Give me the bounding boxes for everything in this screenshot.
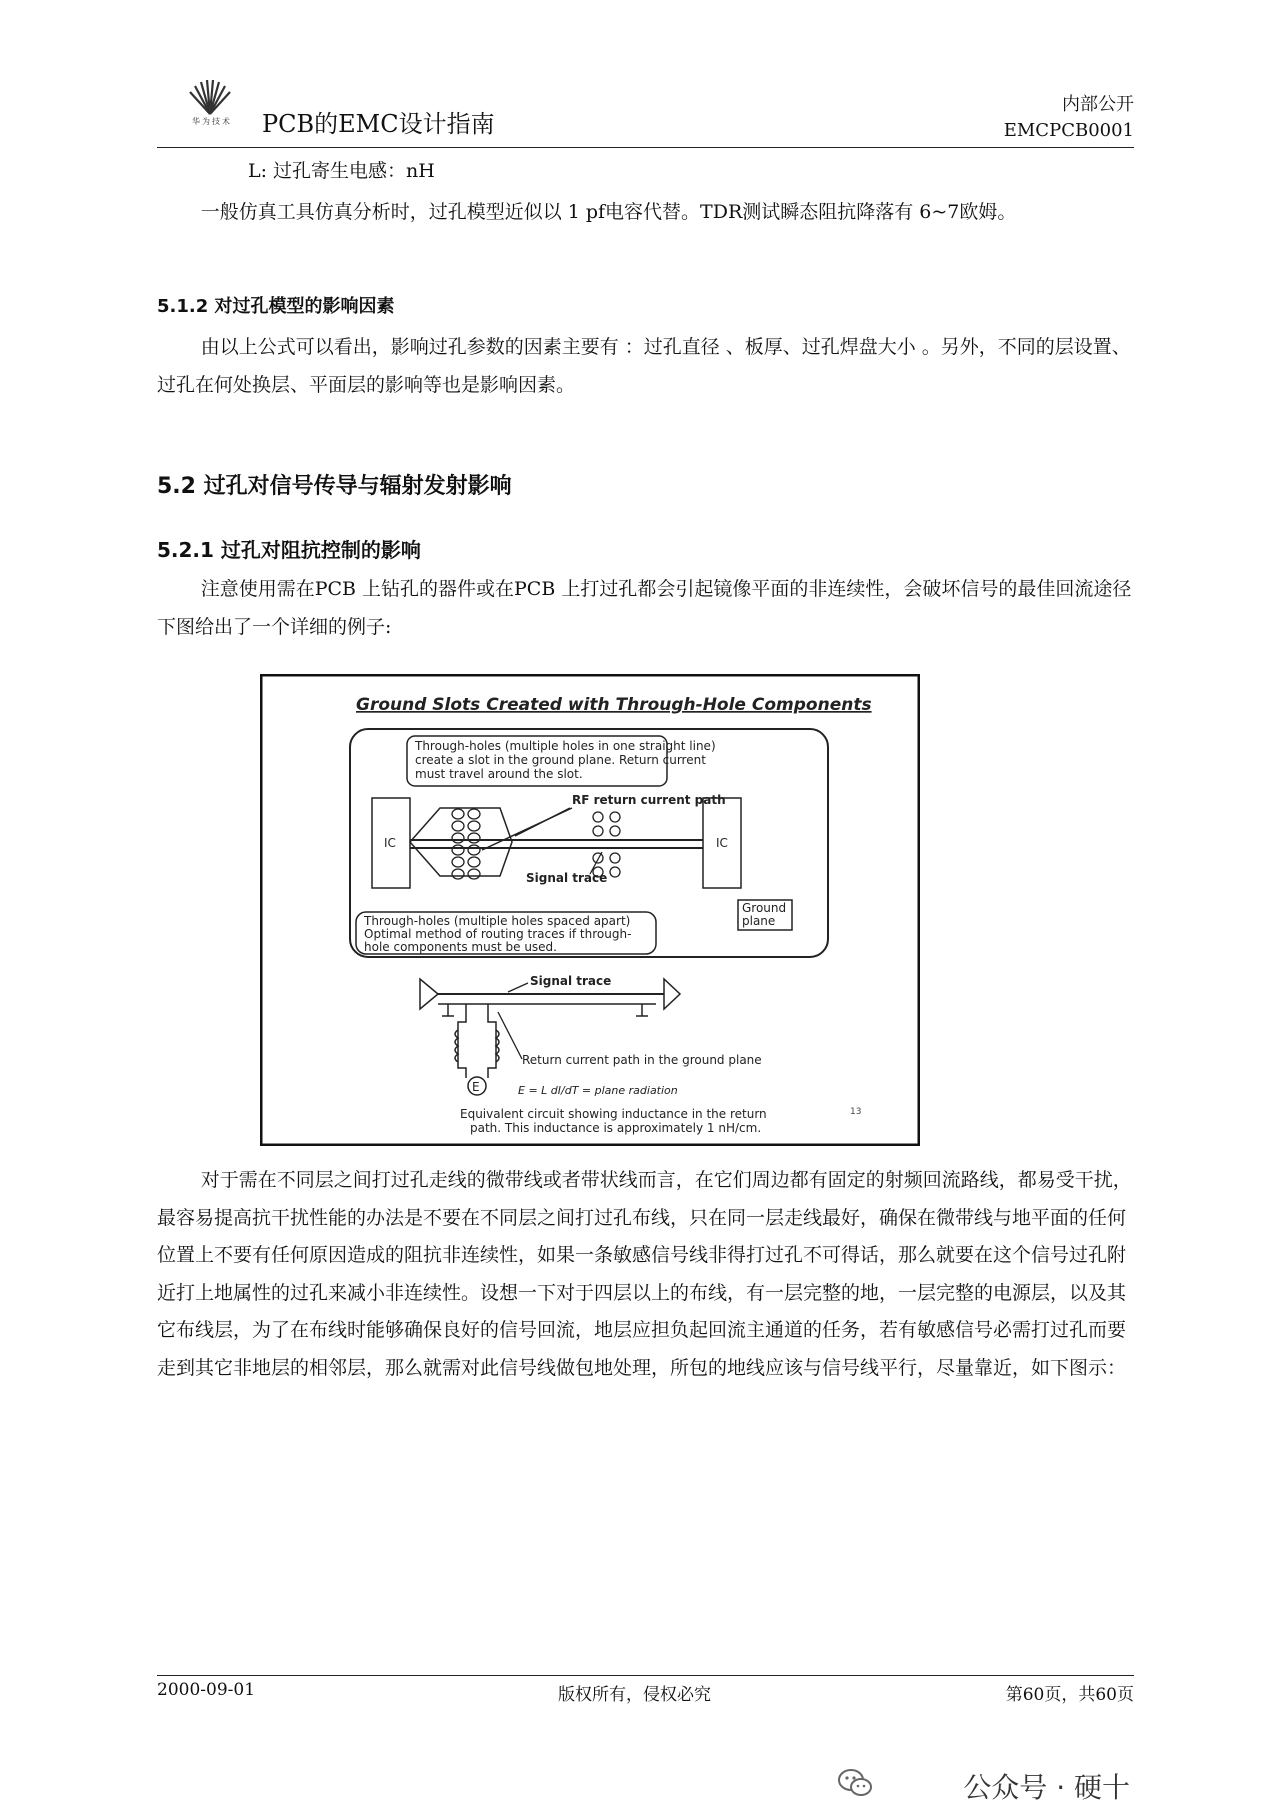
ground-plane-label: Ground plane xyxy=(742,901,787,928)
paragraph-factors: 由以上公式可以看出，影响过孔参数的因素主要有 ：过孔直径 、板厚、过孔焊盘大小 。另外，不同的层设置、过孔在何处换层、平面层的影响等也是影响因素。 xyxy=(157,336,1131,396)
source-label: E xyxy=(472,1080,480,1094)
paragraph-notice: 注意使用需在PCB 上钻孔的器件或在PCB 上打过孔都会引起镜像平面的非连续性，会破坏信号的最佳回流途径下图给出了一个详细的例子: xyxy=(157,578,1132,638)
note-top-text: Through-holes (multiple holes in one straight line) create a slot in the ground plane. Return current must travel around the slot. xyxy=(415,739,716,781)
section-heading-5-1-2: 5.1.2 对过孔模型的影响因素 xyxy=(157,296,395,317)
note-bottom-text: Through-holes (multiple holes spaced apart) Optimal method of routing traces if through- hole components must be used. xyxy=(364,914,632,954)
slide-number: 13 xyxy=(850,1107,862,1117)
ic-left-label: IC xyxy=(384,836,396,850)
paragraph-simulation: 一般仿真工具仿真分析时，过孔模型近似以 1 pf电容代替。TDR测试瞬态阻抗降落有 6~7欧姆。 xyxy=(200,201,1017,223)
signal-trace-label-2: Signal trace xyxy=(530,974,612,988)
ground-slots-figure xyxy=(260,674,920,1146)
watermark-text: 公众号 · 硬十 xyxy=(963,1771,1130,1804)
document-title: PCB的EMC设计指南 xyxy=(262,110,495,138)
figure-caption: Equivalent circuit showing inductance in the return path. This inductance is approximately 1 nH/cm. xyxy=(460,1107,767,1135)
classification-label: 内部公开 xyxy=(1062,94,1134,115)
formula: E = L dI/dT = plane radiation xyxy=(518,1084,678,1097)
header-right xyxy=(1004,92,1134,144)
figure-title: Ground Slots Created with Through-Hole Components xyxy=(356,695,872,715)
ic-right-label: IC xyxy=(716,836,728,850)
line-inductance: L: 过孔寄生电感：nH xyxy=(248,160,435,182)
footer-date: 2000-09-01 xyxy=(157,1680,256,1700)
footer-copyright: 版权所有，侵权必究 xyxy=(558,1685,711,1705)
wechat-icon xyxy=(838,1768,872,1798)
return-path-label: Return current path in the ground plane xyxy=(522,1053,762,1067)
signal-trace-label-1: Signal trace xyxy=(526,871,608,885)
rf-return-label: RF return current path xyxy=(572,793,726,807)
footer-divider xyxy=(157,1675,1134,1676)
paragraph-main: 对于需在不同层之间打过孔走线的微带线或者带状线而言，在它们周边都有固定的射频回流路线，都易受干扰，最容易提高抗干扰性能的办法是不要在不同层之间打过孔布线，只在同一层走线最好，确保在微带线与地平面的任何位置上不要有任何原因造成的阻抗非连续性，如果一条敏感信号线非得打过孔不可得话，那么就要在这个信号过孔附近打上地属性的过孔来减小非连续性。设想一下对于四层以上的布线，有一层完整的地，一层完整的电源层，以及其它布线层，为了在布线时能够确保良好的信号回流，地层应担负起回流主通道的任务，若有敏感信号必需打过孔而要走到其它非地层的相邻层，那么就需对此信号线做包地处理，所包的地线应该与信号线平行，尽量靠近，如下图示： xyxy=(157,1169,1132,1379)
logo-caption: 华为技术 xyxy=(192,117,232,126)
section-heading-5-2: 5.2 过孔对信号传导与辐射发射影响 xyxy=(157,474,512,499)
footer-page: 第60页，共60页 xyxy=(1005,1685,1134,1705)
doc-id: EMCPCB0001 xyxy=(1003,120,1134,141)
header-divider xyxy=(157,147,1134,148)
section-heading-5-2-1: 5.2.1 过孔对阻抗控制的影响 xyxy=(157,538,421,562)
